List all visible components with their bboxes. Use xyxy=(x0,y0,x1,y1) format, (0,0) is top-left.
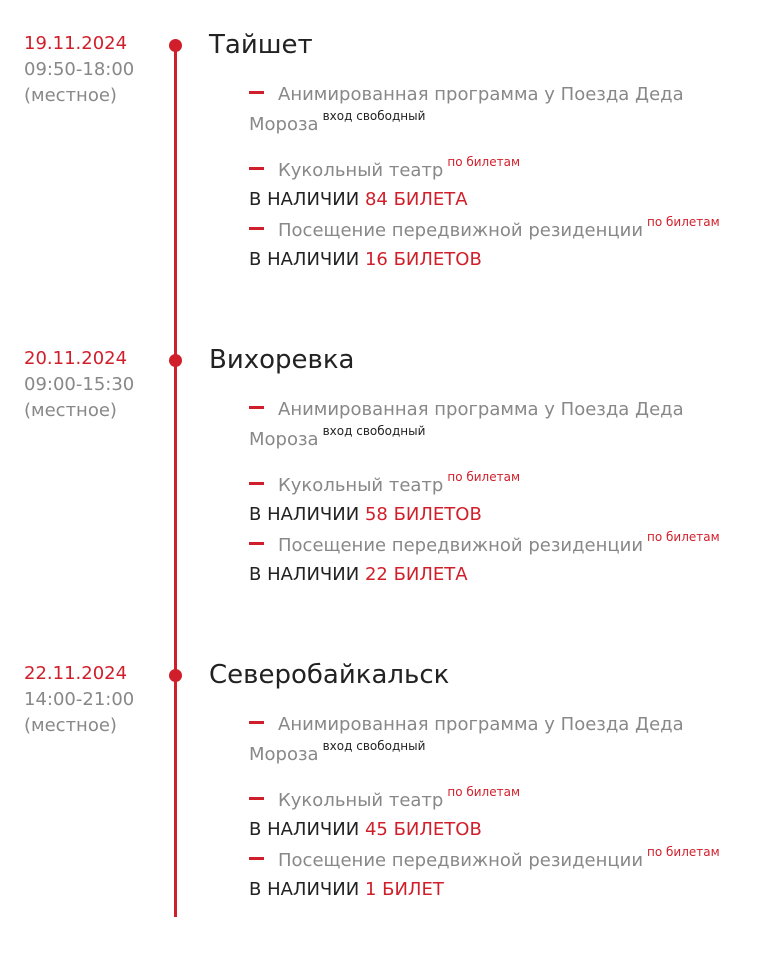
ticket-tag: по билетам xyxy=(647,845,720,859)
event-animated-program xyxy=(249,80,749,140)
timeline-stop xyxy=(0,660,765,970)
event-animated-program xyxy=(249,710,749,770)
availability xyxy=(249,502,482,528)
stop-time: 14:00-21:00 xyxy=(24,689,135,710)
event-residence-visit xyxy=(249,216,749,246)
event-residence-visit xyxy=(249,531,749,561)
ticket-tag: по билетам xyxy=(447,785,520,799)
availability xyxy=(249,877,444,903)
timeline-dot xyxy=(169,39,182,52)
availability-label: В НАЛИЧИИ xyxy=(249,504,360,525)
stop-city: Северобайкальск xyxy=(209,660,450,690)
ticket-tag: по билетам xyxy=(447,155,520,169)
stop-time-note: (местное) xyxy=(24,715,117,736)
ticket-count: 1 БИЛЕТ xyxy=(364,879,444,900)
availability xyxy=(249,817,482,843)
ticket-count: 58 БИЛЕТОВ xyxy=(364,504,482,525)
ticket-count: 16 БИЛЕТОВ xyxy=(364,249,482,270)
stop-date: 19.11.2024 xyxy=(24,33,128,54)
stop-time: 09:00-15:30 xyxy=(24,374,135,395)
availability xyxy=(249,562,468,588)
event-title: Анимированная программа у Поезда Деда Мороза xyxy=(249,84,684,135)
dash-icon xyxy=(249,167,264,170)
event-residence-visit xyxy=(249,846,749,876)
availability-label: В НАЛИЧИИ xyxy=(249,564,360,585)
availability-label: В НАЛИЧИИ xyxy=(249,249,360,270)
dash-icon xyxy=(249,227,264,230)
free-entry-tag: вход свободный xyxy=(322,109,426,123)
ticket-count: 84 БИЛЕТА xyxy=(364,189,468,210)
availability xyxy=(249,187,468,213)
event-title: Кукольный театр xyxy=(278,790,444,811)
event-title: Анимированная программа у Поезда Деда Мороза xyxy=(249,714,684,765)
timeline-dot xyxy=(169,669,182,682)
availability-label: В НАЛИЧИИ xyxy=(249,819,360,840)
dash-icon xyxy=(249,542,264,545)
ticket-tag: по билетам xyxy=(647,530,720,544)
event-title: Анимированная программа у Поезда Деда Мороза xyxy=(249,399,684,450)
dash-icon xyxy=(249,482,264,485)
stop-city: Тайшет xyxy=(209,30,313,60)
free-entry-tag: вход свободный xyxy=(322,739,426,753)
event-title: Посещение передвижной резиденции xyxy=(278,220,644,241)
event-puppet-theatre xyxy=(249,786,749,816)
event-puppet-theatre xyxy=(249,471,749,501)
availability xyxy=(249,247,482,273)
timeline-dot xyxy=(169,354,182,367)
stop-date: 20.11.2024 xyxy=(24,348,128,369)
stop-time-note: (местное) xyxy=(24,85,117,106)
dash-icon xyxy=(249,91,264,94)
stop-date: 22.11.2024 xyxy=(24,663,128,684)
stop-time: 09:50-18:00 xyxy=(24,59,135,80)
ticket-count: 45 БИЛЕТОВ xyxy=(364,819,482,840)
availability-label: В НАЛИЧИИ xyxy=(249,189,360,210)
ticket-tag: по билетам xyxy=(447,470,520,484)
ticket-count: 22 БИЛЕТА xyxy=(364,564,468,585)
free-entry-tag: вход свободный xyxy=(322,424,426,438)
timeline-stop xyxy=(0,345,765,655)
timeline-stop xyxy=(0,30,765,340)
event-title: Кукольный театр xyxy=(278,160,444,181)
dash-icon xyxy=(249,857,264,860)
ticket-tag: по билетам xyxy=(647,215,720,229)
stop-time-note: (местное) xyxy=(24,400,117,421)
stop-city: Вихоревка xyxy=(209,345,355,375)
event-puppet-theatre xyxy=(249,156,749,186)
dash-icon xyxy=(249,406,264,409)
dash-icon xyxy=(249,721,264,724)
event-title: Посещение передвижной резиденции xyxy=(278,850,644,871)
event-title: Кукольный театр xyxy=(278,475,444,496)
availability-label: В НАЛИЧИИ xyxy=(249,879,360,900)
dash-icon xyxy=(249,797,264,800)
event-title: Посещение передвижной резиденции xyxy=(278,535,644,556)
event-animated-program xyxy=(249,395,749,455)
